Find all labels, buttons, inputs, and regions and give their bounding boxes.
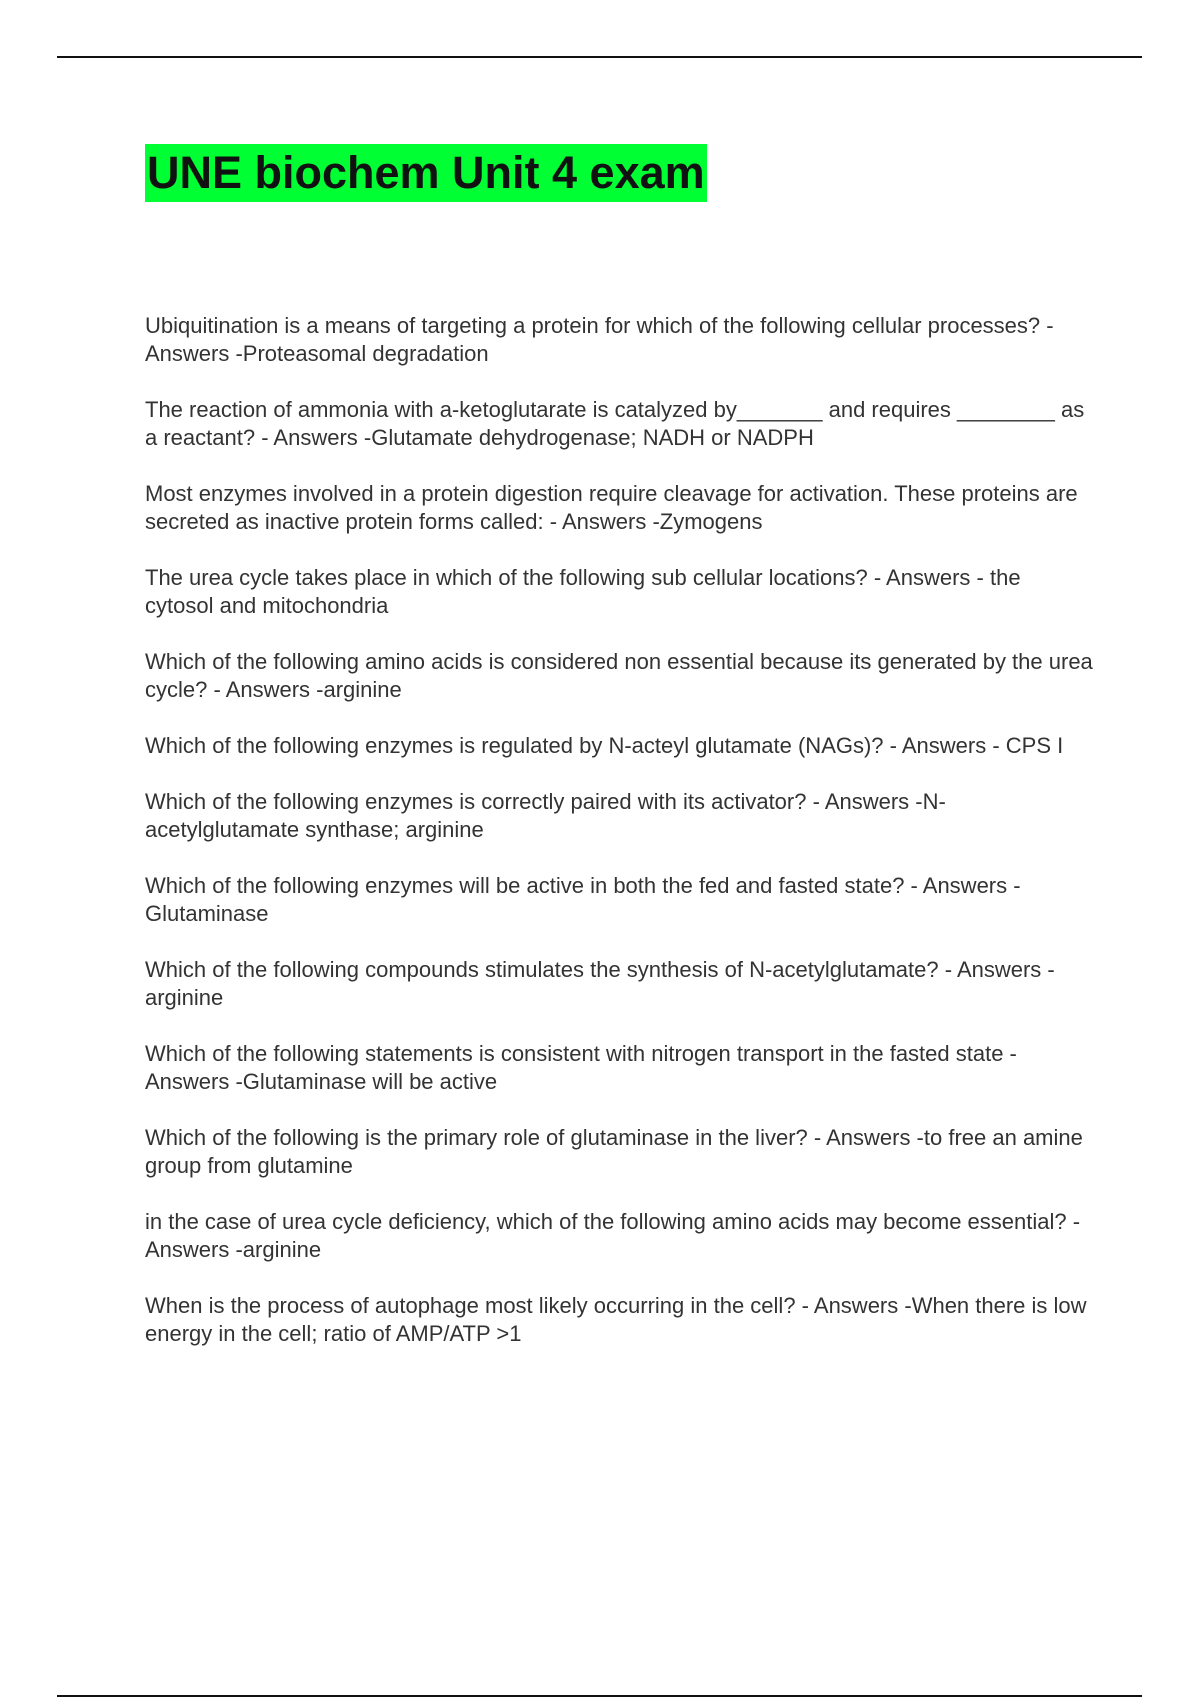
qa-item-10: Which of the following statements is consistent with nitrogen transport in the fasted state - Answers -Glutaminase will be active — [145, 1041, 1017, 1094]
qa-item-7: Which of the following enzymes is correctly paired with its activator? - Answers -N-acetylglutamate synthase; arginine — [145, 789, 946, 842]
qa-item-1: Ubiquitination is a means of targeting a protein for which of the following cellular processes? - Answers -Proteasomal degradation — [145, 313, 1054, 366]
qa-item-4: The urea cycle takes place in which of the following sub cellular locations? - Answers - the cytosol and mitochondria — [145, 565, 1021, 618]
question-answer-list — [145, 312, 1095, 1376]
qa-item-13: When is the process of autophage most likely occurring in the cell? - Answers -When there is low energy in the cell; ratio of AMP/ATP >1 — [145, 1293, 1087, 1346]
document-title: UNE biochem Unit 4 exam — [145, 144, 707, 202]
qa-item-6: Which of the following enzymes is regulated by N-acteyl glutamate (NAGs)? - Answers - CPS I — [145, 733, 1064, 758]
qa-item-2: The reaction of ammonia with a-ketoglutarate is catalyzed by_______ and requires ________ as a reactant? - Answers -Glutamate dehydrogenase; NADH or NADPH — [145, 397, 1085, 450]
title-block — [145, 144, 707, 202]
qa-item-11: Which of the following is the primary role of glutaminase in the liver? - Answers -to free an amine group from glutamine — [145, 1125, 1083, 1178]
qa-item-9: Which of the following compounds stimulates the synthesis of N-acetylglutamate? - Answers -arginine — [145, 957, 1055, 1010]
footer-rule — [57, 1695, 1142, 1697]
qa-item-8: Which of the following enzymes will be active in both the fed and fasted state? - Answers -Glutaminase — [145, 873, 1021, 926]
qa-item-3: Most enzymes involved in a protein digestion require cleavage for activation. These proteins are secreted as inactive protein forms called: - Answers -Zymogens — [145, 481, 1078, 534]
qa-item-5: Which of the following amino acids is considered non essential because its generated by the urea cycle? - Answers -arginine — [145, 649, 1093, 702]
header-rule — [57, 56, 1142, 58]
qa-item-12: in the case of urea cycle deficiency, which of the following amino acids may become essential? - Answers -arginine — [145, 1209, 1081, 1262]
